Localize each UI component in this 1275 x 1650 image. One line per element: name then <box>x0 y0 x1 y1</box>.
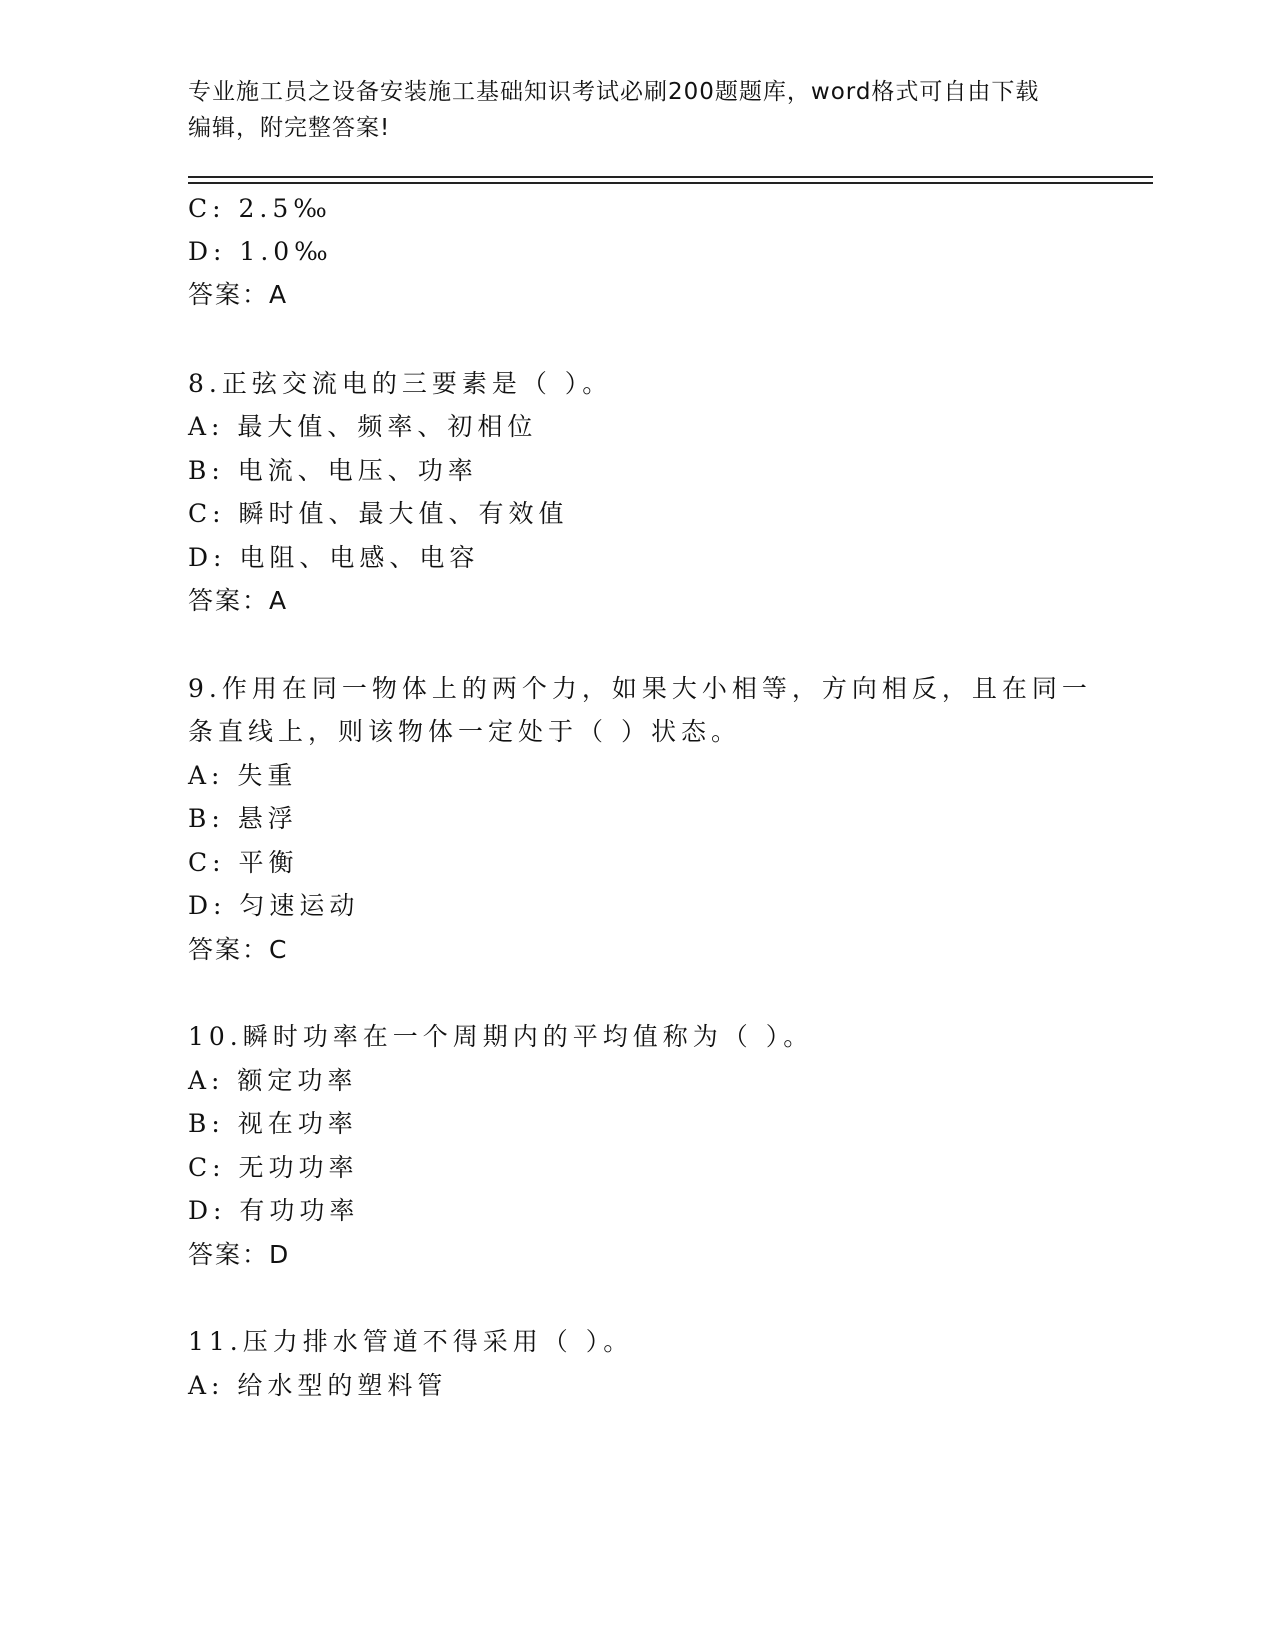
q11-stem: 11.压力排水管道不得采用（ ）。 <box>188 1327 634 1356</box>
q9-option-d: D: 匀速运动 <box>188 891 360 920</box>
prev-answer: 答案：A <box>188 280 289 309</box>
header-divider-top <box>188 176 1153 178</box>
q11-option-a: A: 给水型的塑料管 <box>188 1371 448 1400</box>
q9-option-b: B: 悬浮 <box>188 804 298 833</box>
q10-stem: 10.瞬时功率在一个周期内的平均值称为（ ）。 <box>188 1022 814 1051</box>
prev-option-d: D: 1.0‰ <box>188 237 333 266</box>
q9-answer: 答案：C <box>188 935 289 964</box>
q10-answer: 答案：D <box>188 1240 291 1269</box>
header-line-1: 专业施工员之设备安装施工基础知识考试必刷200题题库，word格式可自由下载 <box>188 79 1040 105</box>
q9-option-a: A: 失重 <box>188 761 298 790</box>
q8-answer: 答案：A <box>188 586 289 615</box>
q9-option-c: C: 平衡 <box>188 848 299 877</box>
q8-stem: 8.正弦交流电的三要素是（ ）。 <box>188 369 613 398</box>
q8-option-d: D: 电阻、电感、电容 <box>188 543 480 572</box>
prev-option-c: C: 2.5‰ <box>188 194 332 223</box>
q9-stem-line-1: 9.作用在同一物体上的两个力，如果大小相等，方向相反，且在同一 <box>188 674 1092 703</box>
q8-option-c: C: 瞬时值、最大值、有效值 <box>188 499 569 528</box>
q10-option-c: C: 无功功率 <box>188 1153 359 1182</box>
q10-option-b: B: 视在功率 <box>188 1109 358 1138</box>
q8-option-b: B: 电流、电压、功率 <box>188 456 478 485</box>
header-line-2: 编辑，附完整答案! <box>188 115 391 141</box>
header-divider-bottom <box>188 182 1153 184</box>
document-header <box>188 74 1068 146</box>
q10-option-d: D: 有功功率 <box>188 1196 360 1225</box>
q10-option-a: A: 额定功率 <box>188 1066 358 1095</box>
q9-stem-line-2: 条直线上，则该物体一定处于（ ）状态。 <box>188 717 741 746</box>
q8-option-a: A: 最大值、频率、初相位 <box>188 412 538 441</box>
